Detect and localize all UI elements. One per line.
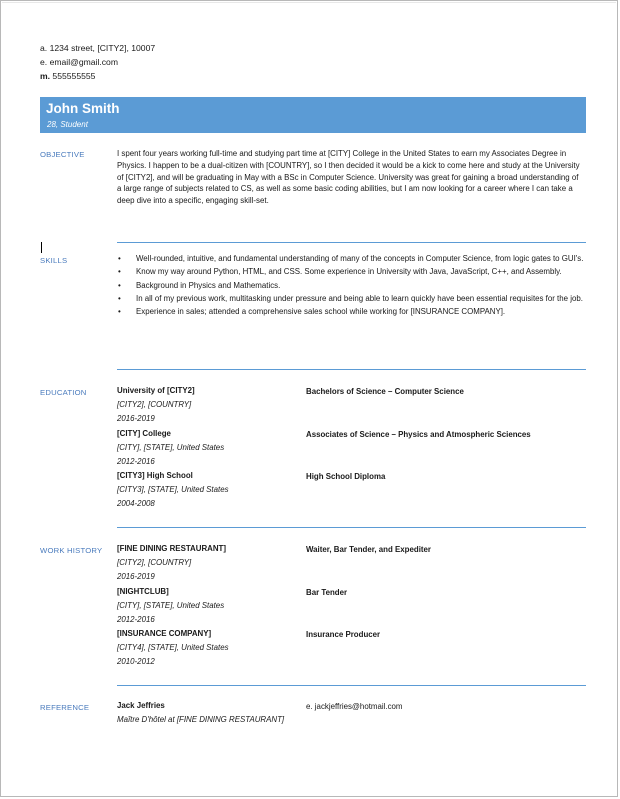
degree-name: High School Diploma <box>306 472 386 481</box>
skill-item: • In all of my previous work, multitasking under pressure and being able to learn quickly have been essential requisites for the job. <box>117 293 587 305</box>
objective-divider <box>117 242 586 243</box>
work-entry <box>117 627 229 669</box>
school-name: [CITY] College <box>117 429 171 438</box>
text-cursor <box>41 242 42 253</box>
school-years: 2016-2019 <box>117 414 155 423</box>
skill-item: • Know my way around Python, HTML, and CSS. Some experience in University with Java, JavaScript, C++, and Assembly. <box>117 266 587 278</box>
employment-years: 2016-2019 <box>117 572 155 581</box>
education-divider <box>117 527 586 528</box>
education-entry <box>117 427 224 469</box>
reference-title: Maître D'hôtel at [FINE DINING RESTAURANT] <box>117 715 285 724</box>
employer-location: [CITY], [STATE], United States <box>117 601 225 610</box>
employer-location: [CITY2], [COUNTRY] <box>117 558 192 567</box>
employer-location: [CITY4], [STATE], United States <box>117 643 229 652</box>
education-label: EDUCATION <box>40 388 87 397</box>
employer-name: [FINE DINING RESTAURANT] <box>117 544 227 553</box>
employer-name: [NIGHTCLUB] <box>117 587 169 596</box>
work-entry <box>117 542 226 584</box>
job-role: Insurance Producer <box>306 630 381 639</box>
reference-email: e. jackjeffries@hotmail.com <box>306 702 403 711</box>
skill-item: • Experience in sales; attended a comprehensive sales school while working for [INSURANCE COMPANY]. <box>117 306 587 318</box>
education-entry <box>117 469 229 511</box>
contact-block <box>40 41 155 83</box>
education-entry <box>117 384 195 426</box>
skills-divider <box>117 369 586 370</box>
employment-years: 2012-2016 <box>117 615 155 624</box>
work-entry <box>117 585 224 627</box>
degree-name: Bachelors of Science – Computer Science <box>306 387 464 396</box>
candidate-name: John Smith <box>46 101 120 116</box>
degree-name: Associates of Science – Physics and Atmospheric Sciences <box>306 430 531 439</box>
employment-years: 2010-2012 <box>117 657 155 666</box>
candidate-subtitle: 28, Student <box>47 120 88 129</box>
skill-item: • Well-rounded, intuitive, and fundamental understanding of many of the concepts in Computer Science, from logic gates to GUI's. <box>117 253 587 265</box>
work-history-divider <box>117 685 586 686</box>
job-role: Bar Tender <box>306 588 348 597</box>
page-top-edge <box>2 2 616 3</box>
skill-item: • Background in Physics and Mathematics. <box>117 280 587 292</box>
school-name: [CITY3] High School <box>117 471 193 480</box>
reference-entry <box>117 699 284 727</box>
school-years: 2012-2016 <box>117 457 155 466</box>
work-history-label: WORK HISTORY <box>40 546 103 555</box>
school-name: University of [CITY2] <box>117 386 195 395</box>
school-location: [CITY2], [COUNTRY] <box>117 400 192 409</box>
name-banner <box>40 97 586 133</box>
employer-name: [INSURANCE COMPANY] <box>117 629 212 638</box>
contact-phone: m. 555555555 <box>40 71 96 81</box>
contact-address: a. 1234 street, [CITY2], 10007 <box>40 43 156 53</box>
contact-email: e. email@gmail.com <box>40 57 118 67</box>
job-role: Waiter, Bar Tender, and Expediter <box>306 545 431 554</box>
school-location: [CITY], [STATE], United States <box>117 443 225 452</box>
skills-list <box>117 253 587 319</box>
school-location: [CITY3], [STATE], United States <box>117 485 229 494</box>
objective-text: I spent four years working full-time and studying part time at [CITY] College in the United States to earn my Associates Degree in Physics. I happen to be a dual-citizen with [COUNTRY], so I then decided it would be a kick to come here and study at the University of [CITY2], and will be graduating in May with a BSc in Computer Science. University was great for gaining a broad understanding of a large range of subjects related to CS, as well as some basic coding abilities, but I am now looking for a career where I can take a deep dive into a specific, engaging skill-set. <box>117 149 580 206</box>
reference-label: REFERENCE <box>40 703 90 712</box>
skills-label: SKILLS <box>40 256 68 265</box>
objective-label: OBJECTIVE <box>40 150 85 159</box>
reference-name: Jack Jeffries <box>117 701 165 710</box>
school-years: 2004-2008 <box>117 499 155 508</box>
